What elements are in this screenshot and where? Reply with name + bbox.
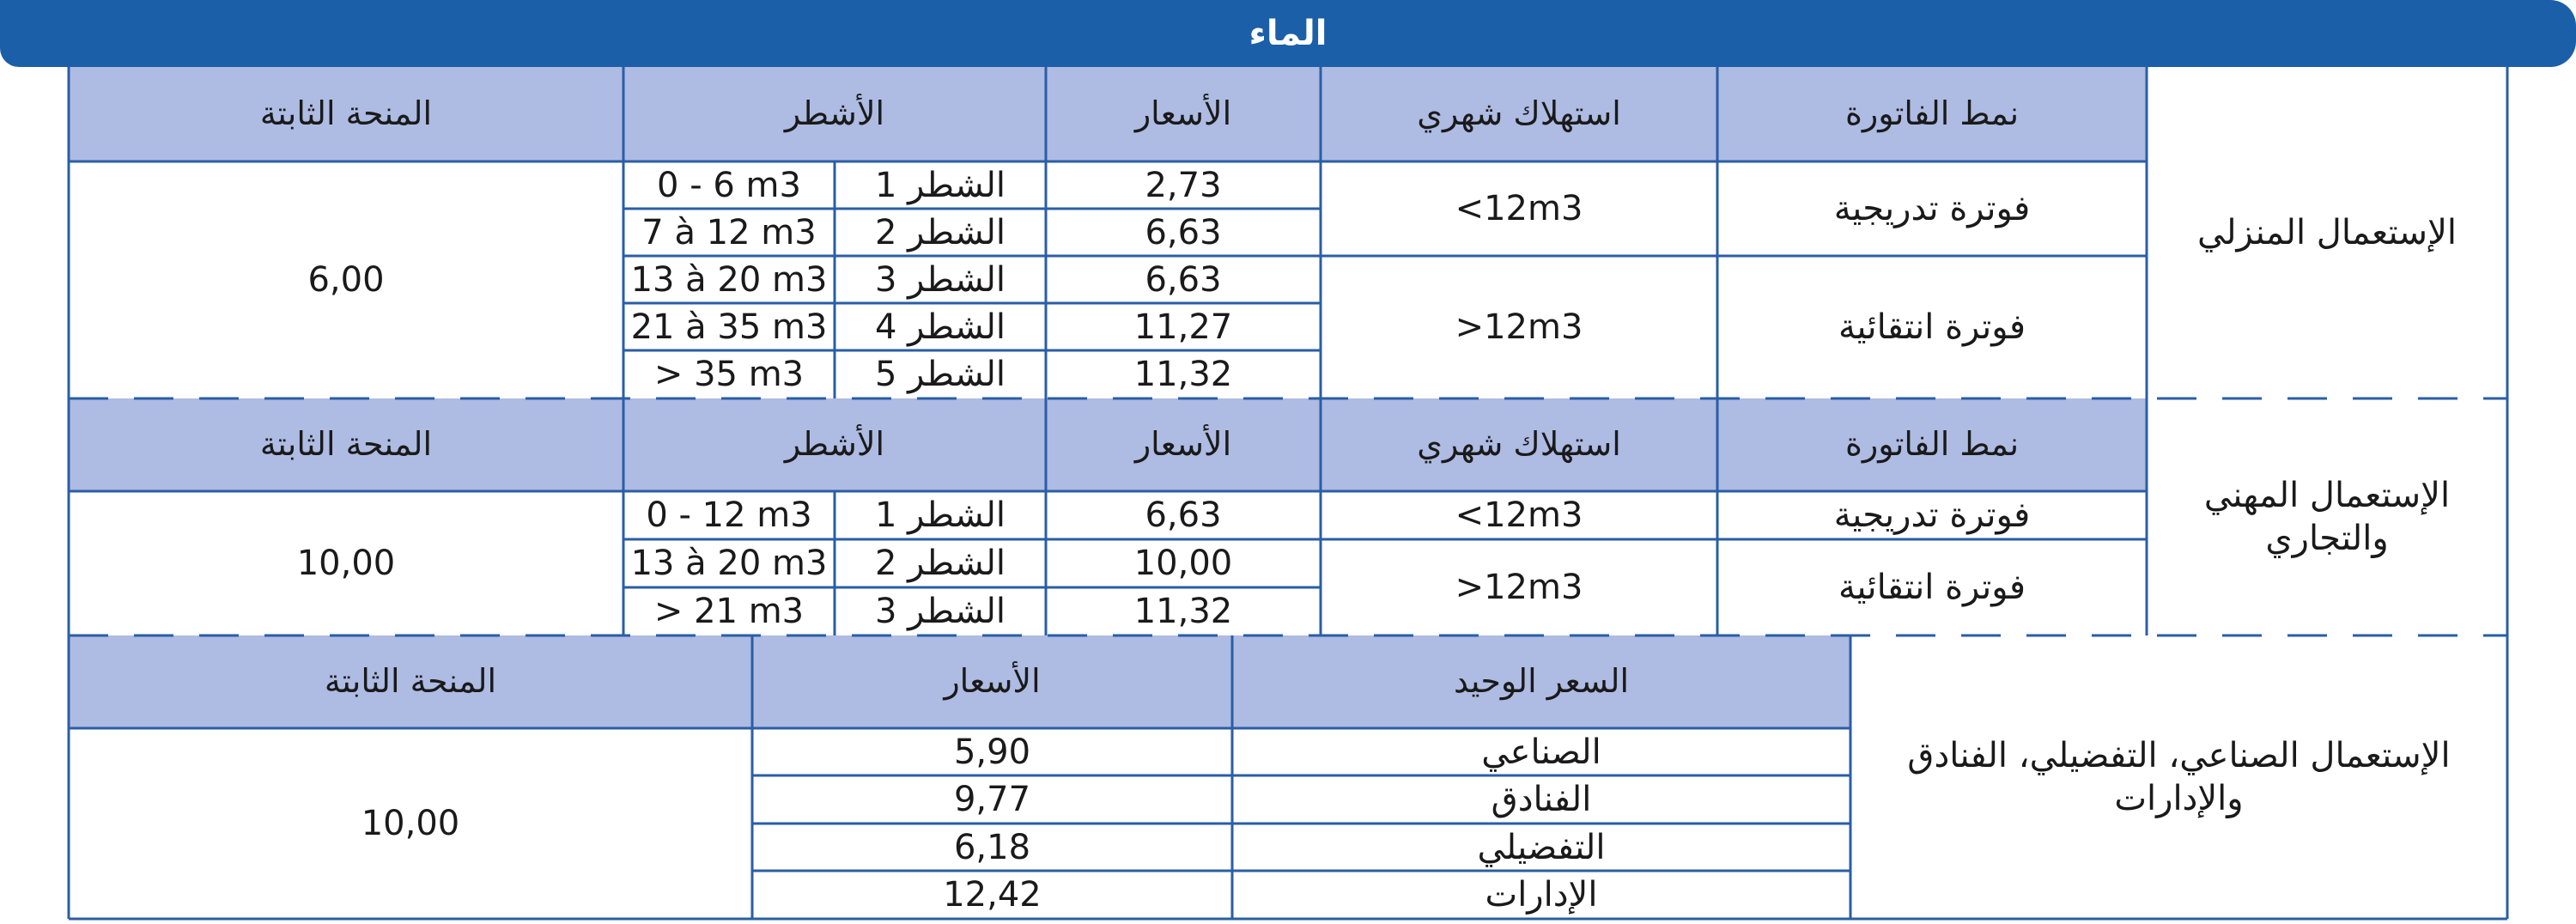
price-cell: 12,42	[943, 875, 1042, 915]
price-cell: 11,32	[1133, 592, 1233, 631]
monthly-consumption-high: >12m3	[1455, 568, 1583, 607]
range-cell: > 21 m3	[653, 592, 805, 631]
range-cell: 7 à 12 m3	[641, 212, 817, 252]
tranche-cell: الشطر 3	[874, 592, 1006, 631]
tranche-cell: الشطر 2	[874, 544, 1006, 583]
monthly-consumption-high: >12m3	[1455, 307, 1583, 347]
header-prices: الأسعار	[1046, 398, 1321, 491]
price-cell: 2,73	[1145, 165, 1222, 205]
tranche-cell: الشطر 5	[874, 355, 1006, 394]
category-industrial: الإستعمال الصناعي، التفضيلي، الفنادق والإدارات	[1907, 736, 2451, 818]
price-cell: 6,63	[1145, 212, 1222, 252]
tranche-cell: الشطر 1	[874, 165, 1006, 205]
header-monthly-consumption: استهلاك شهري	[1321, 398, 1717, 491]
header-invoice-type: نمط الفاتورة	[1717, 398, 2147, 491]
monthly-consumption-low: <12m3	[1455, 189, 1583, 228]
range-cell: 21 à 35 m3	[630, 307, 828, 347]
single-price-label: التفضيلي	[1477, 827, 1606, 867]
header-fixed-allowance: المنحة الثابتة	[69, 635, 752, 728]
monthly-consumption-low: <12m3	[1455, 495, 1583, 535]
header-single-price: السعر الوحيد	[1232, 635, 1850, 728]
header-tranches: الأشطر	[623, 398, 1046, 491]
range-cell: 13 à 20 m3	[630, 544, 828, 583]
range-cell: > 35 m3	[653, 355, 805, 394]
header-invoice-type: نمط الفاتورة	[1717, 67, 2147, 161]
single-price-label: الإدارات	[1485, 875, 1598, 915]
invoice-type-progressive: فوترة تدريجية	[1833, 495, 2031, 535]
fixed-allowance-value: 10,00	[361, 804, 460, 843]
tranche-cell: الشطر 4	[874, 307, 1006, 347]
single-price-label: الفنادق	[1491, 780, 1592, 819]
invoice-type-selective: فوترة انتقائية	[1838, 568, 2026, 607]
price-cell: 9,77	[953, 780, 1031, 819]
header-fixed-allowance: المنحة الثابتة	[69, 67, 623, 161]
price-cell: 5,90	[953, 732, 1031, 772]
price-cell: 10,00	[1133, 544, 1233, 583]
category-domestic: الإستعمال المنزلي	[2197, 213, 2457, 252]
tranche-cell: الشطر 3	[874, 259, 1006, 300]
invoice-type-selective: فوترة انتقائية	[1838, 307, 2026, 347]
price-cell: 11,27	[1133, 307, 1233, 347]
range-cell: 0 - 12 m3	[646, 495, 812, 535]
invoice-type-progressive: فوترة تدريجية	[1833, 189, 2031, 228]
range-cell: 13 à 20 m3	[630, 259, 828, 300]
price-cell: 6,63	[1145, 495, 1222, 535]
fixed-allowance-value: 10,00	[296, 544, 396, 583]
header-fixed-allowance: المنحة الثابتة	[69, 398, 623, 491]
header-prices: الأسعار	[1046, 67, 1321, 161]
price-cell: 11,32	[1133, 355, 1233, 394]
tranche-cell: الشطر 1	[874, 495, 1006, 535]
header-monthly-consumption: استهلاك شهري	[1321, 67, 1717, 161]
header-prices: الأسعار	[752, 635, 1232, 728]
price-cell: 6,63	[1145, 259, 1222, 300]
fixed-allowance-value: 6,00	[307, 260, 385, 300]
range-cell: 0 - 6 m3	[657, 165, 801, 205]
single-price-label: الصناعي	[1481, 732, 1601, 772]
tranche-cell: الشطر 2	[874, 212, 1006, 252]
header-tranches: الأشطر	[623, 67, 1046, 161]
category-professional: الإستعمال المهني والتجاري	[2203, 476, 2451, 558]
page-title: الماء	[0, 0, 2576, 67]
price-cell: 6,18	[953, 827, 1031, 867]
